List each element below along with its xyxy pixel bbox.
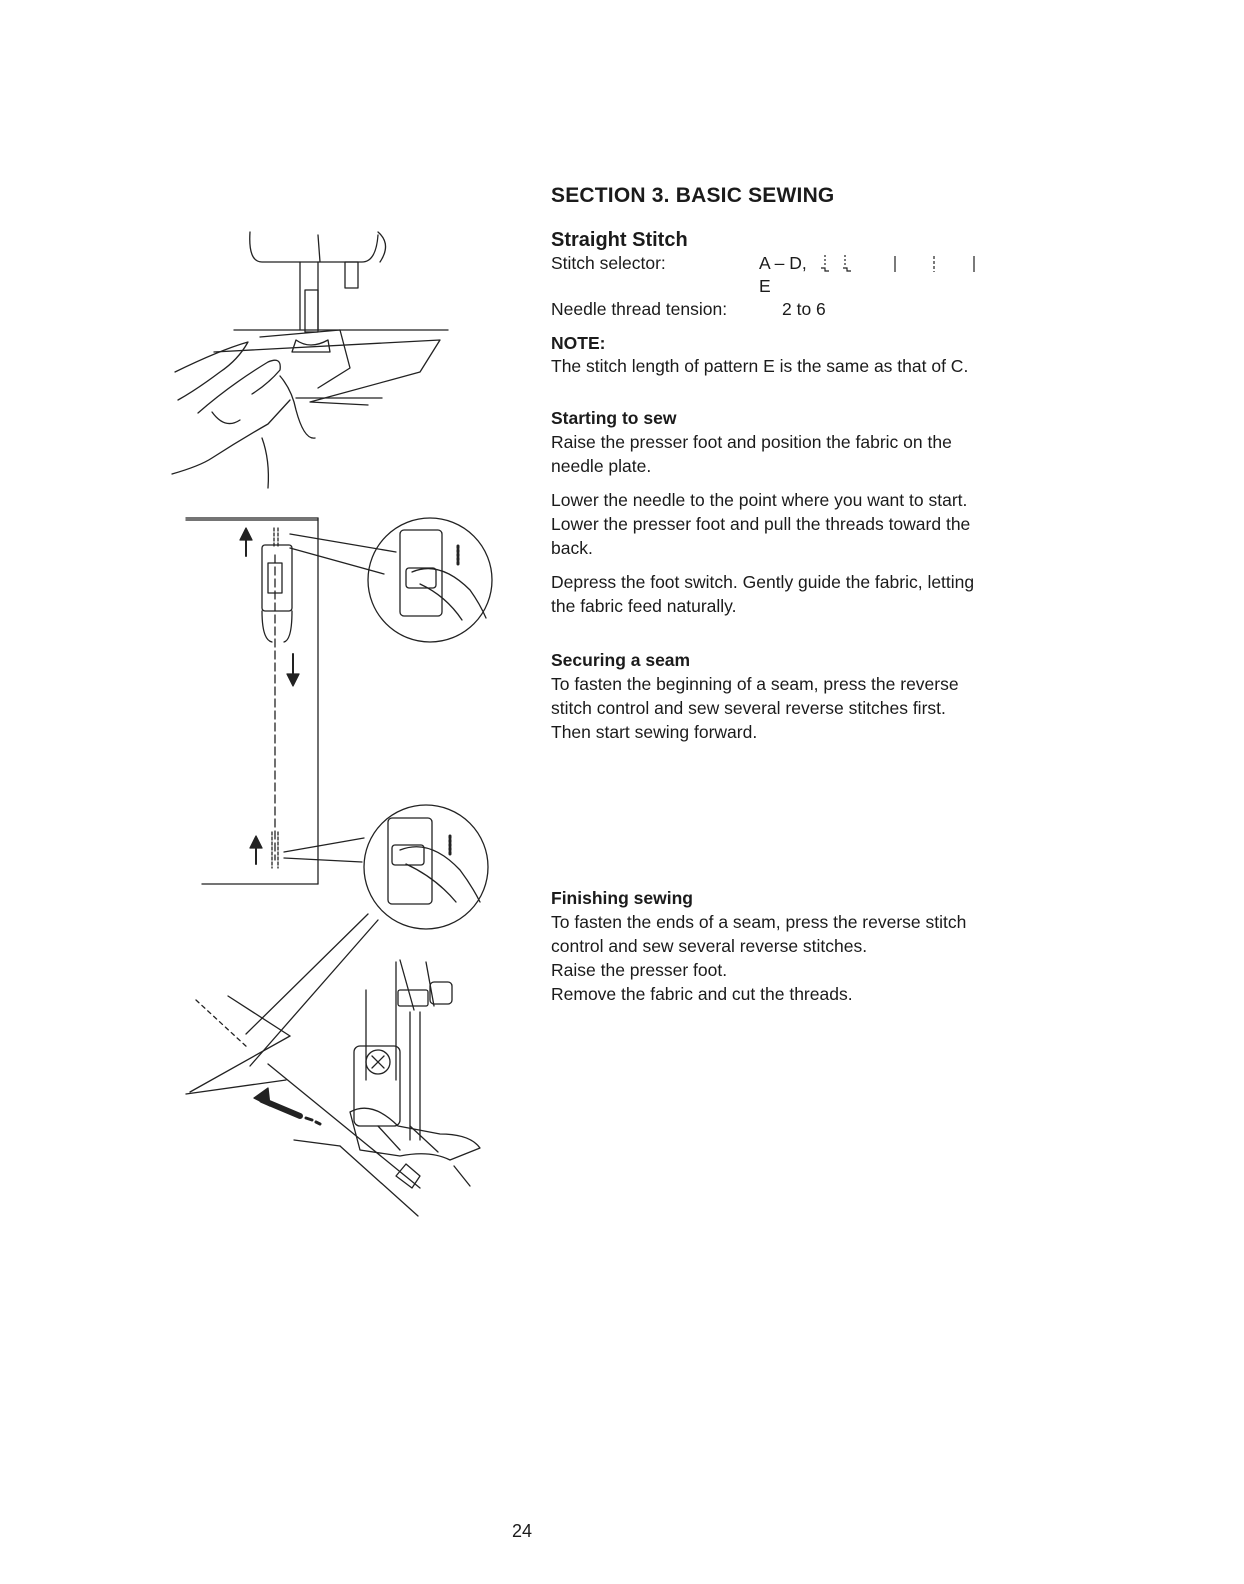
securing-p2: Then start sewing forward. <box>551 722 758 742</box>
stitch-selector-label: Stitch selector: <box>551 253 666 273</box>
page-number: 24 <box>512 1521 533 1541</box>
starting-heading: Starting to sew <box>551 408 677 428</box>
illustrations <box>0 0 540 1260</box>
needle-tension-value: 2 to 6 <box>782 299 826 319</box>
starting-p3: Lower the presser foot and pull the threads toward the back. <box>551 514 971 558</box>
stitch-spec <box>551 252 981 321</box>
starting-p2: Lower the needle to the point where you want to start. <box>551 490 968 510</box>
machine-hands-illustration <box>172 232 448 488</box>
reverse-button-magnifier-bottom <box>364 805 488 929</box>
securing-p1: To fasten the beginning of a seam, press the reverse stitch control and sew several reverse stitches first. <box>551 674 959 718</box>
securing-heading: Securing a seam <box>551 650 691 670</box>
seam-diagram <box>186 518 396 884</box>
needle-tension-row <box>551 298 981 321</box>
finishing-p3: Remove the fabric and cut the threads. <box>551 984 853 1004</box>
stitch-pattern-icons <box>819 252 981 276</box>
starting-p1: Raise the presser foot and position the fabric on the needle plate. <box>551 432 952 476</box>
stitch-selector-value: A – D, E <box>759 253 807 296</box>
note-heading: NOTE: <box>551 333 606 353</box>
stitch-selector-row <box>551 252 981 298</box>
presser-foot-illustration <box>186 914 480 1216</box>
starting-p4: Depress the foot switch. Gently guide the fabric, letting the fabric feed naturally. <box>551 572 975 616</box>
finishing-p2: Raise the presser foot. <box>551 960 728 980</box>
finishing-p1: To fasten the ends of a seam, press the reverse stitch control and sew several reverse stitches. <box>551 912 967 956</box>
needle-tension-label: Needle thread tension: <box>551 299 728 319</box>
reverse-button-magnifier-top <box>368 518 492 642</box>
section-title: SECTION 3. BASIC SEWING <box>551 184 835 207</box>
straight-stitch-heading: Straight Stitch <box>551 229 688 251</box>
finishing-heading: Finishing sewing <box>551 888 693 908</box>
note-text: The stitch length of pattern E is the same as that of C. <box>551 356 969 376</box>
text-column <box>551 184 981 1006</box>
